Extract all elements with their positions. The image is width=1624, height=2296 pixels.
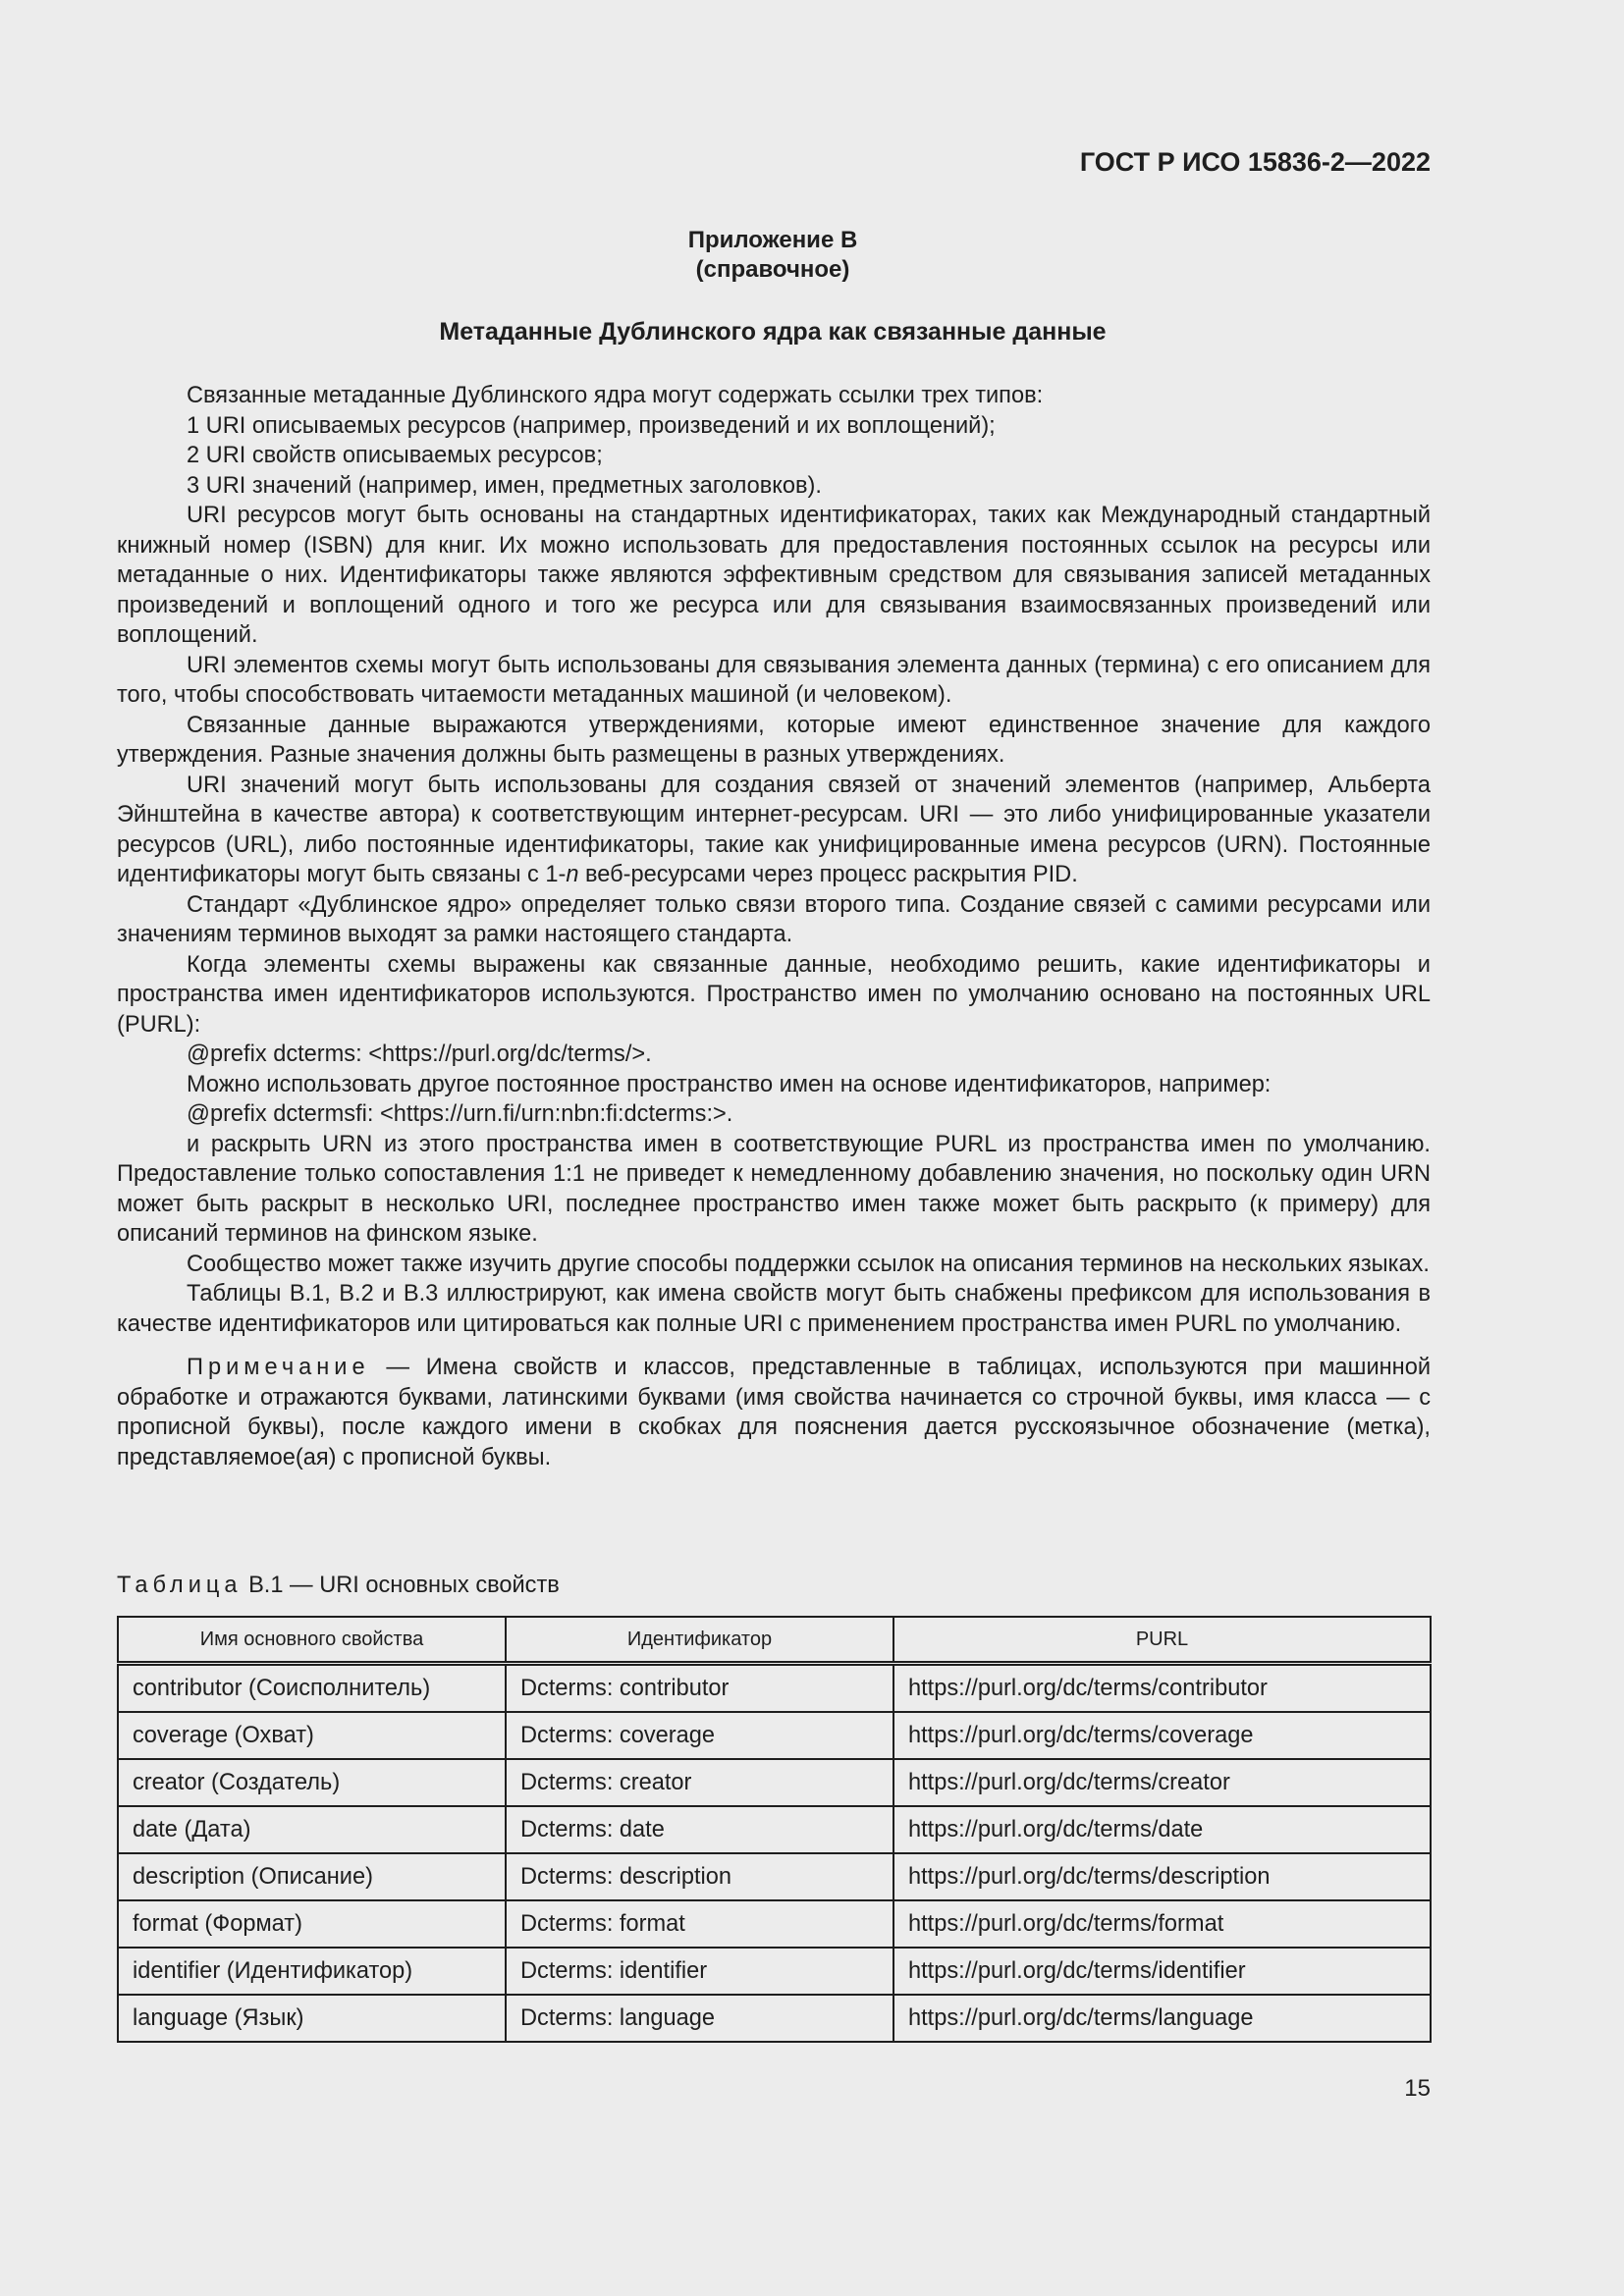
properties-table [117, 1616, 1432, 2043]
table-cell: https://purl.org/dc/terms/language [893, 1995, 1431, 2042]
annex-subtitle: (справочное) [695, 256, 850, 283]
table-header-row [118, 1617, 1431, 1664]
table-cell: description (Описание) [118, 1853, 506, 1900]
table-cell: https://purl.org/dc/terms/description [893, 1853, 1431, 1900]
paragraph: Стандарт «Дублинское ядро» определяет только связи второго типа. Создание связей с самими ресурсами или значениям терминов выходят за рамки настоящего стандарта. [117, 891, 1431, 947]
paragraph: URI элементов схемы могут быть использованы для связывания элемента данных (термина) с его описанием для того, чтобы способствовать читаемости метаданных машиной (и человеком). [117, 652, 1431, 708]
section-title: Метаданные Дублинского ядра как связанные данные [439, 318, 1107, 346]
note-label: Примечание [187, 1355, 370, 1380]
column-header: Идентификатор [506, 1617, 893, 1664]
page-number: 15 [1404, 2075, 1431, 2102]
paragraph: Можно использовать другое постоянное пространство имен на основе идентификаторов, например: [187, 1071, 1272, 1097]
table-row [118, 1712, 1431, 1759]
table-cell: creator (Создатель) [118, 1759, 506, 1806]
list-item: 1 URI описываемых ресурсов (например, произведений и их воплощений); [187, 412, 996, 439]
annex-title: Приложение В [687, 227, 858, 253]
table-cell: date (Дата) [118, 1806, 506, 1853]
table-cell: identifier (Идентификатор) [118, 1948, 506, 1995]
table-caption [117, 1573, 560, 1599]
prefix-line: @prefix dcterms: <https://purl.org/dc/terms/>. [187, 1041, 652, 1067]
table-cell: https://purl.org/dc/terms/coverage [893, 1712, 1431, 1759]
annex-heading [0, 226, 1545, 285]
column-header: Имя основного свойства [118, 1617, 506, 1664]
table-cell: Dcterms: date [506, 1806, 893, 1853]
table-row [118, 1900, 1431, 1948]
paragraph [117, 771, 1431, 890]
table-cell: Dcterms: creator [506, 1759, 893, 1806]
paragraph-text: веб-ресурсами через процесс раскрытия PID. [578, 862, 1078, 887]
table-caption-label: Таблица [117, 1573, 243, 1598]
paragraph: Когда элементы схемы выражены как связанные данные, необходимо решить, какие идентификаторы и пространства имен идентификаторов используются. Пространство имен по умолчанию основано на постоянных URL (PURL): [117, 951, 1431, 1038]
table-row [118, 1948, 1431, 1995]
table-cell: Dcterms: identifier [506, 1948, 893, 1995]
table-cell: coverage (Охват) [118, 1712, 506, 1759]
paragraph: Сообщество может также изучить другие способы поддержки ссылок на описания терминов на нескольких языках. [187, 1251, 1430, 1277]
paragraph-text: URI значений могут быть использованы для создания связей от значений элементов (например, Альберта Эйнштейна в качестве автора) к соответствующим интернет-ресурсам. URI — это либо унифицированные указатели ресурсов (URL), либо постоянные идентификаторы, такие как унифицированные имена ресурсов (URN). Постоянные идентификаторы могут быть связаны с 1- [117, 772, 1431, 887]
column-header: PURL [893, 1617, 1431, 1664]
table-cell: format (Формат) [118, 1900, 506, 1948]
table-row [118, 1853, 1431, 1900]
table-cell: Dcterms: coverage [506, 1712, 893, 1759]
paragraph: Таблицы В.1, В.2 и В.3 иллюстрируют, как имена свойств могут быть снабжены префиксом для использования в качестве идентификаторов или цитироваться как полные URI с применением пространства имен PURL по умолчанию. [117, 1281, 1431, 1337]
table-cell: https://purl.org/dc/terms/creator [893, 1759, 1431, 1806]
note [117, 1353, 1431, 1472]
table-cell: Dcterms: format [506, 1900, 893, 1948]
body-text [117, 381, 1431, 1472]
paragraph: и раскрыть URN из этого пространства имен в соответствующие PURL из пространства имен по умолчанию. Предоставление только сопоставления 1:1 не приведет к немедленному добавлению значения, но поскольку один URN может быть раскрыт в несколько URI, последнее пространство имен также может быть раскрыто (к примеру) для описаний терминов на финском языке. [117, 1131, 1431, 1247]
paragraph: URI ресурсов могут быть основаны на стандартных идентификаторах, таких как Международный стандартный книжный номер (ISBN) для книг. Их можно использовать для предоставления постоянных ссылок на ресурсы или метаданные о них. Идентификаторы также являются эффективным средством для связывания записей метаданных произведений и воплощений одного и того же ресурса или для связывания взаимосвязанных произведений или воплощений. [117, 503, 1431, 648]
table-cell: https://purl.org/dc/terms/contributor [893, 1664, 1431, 1713]
table-caption-text: В.1 — URI основных свойств [242, 1573, 560, 1598]
table-cell: https://purl.org/dc/terms/identifier [893, 1948, 1431, 1995]
note-text: — Имена свойств и классов, представленные в таблицах, используются при машинной обработке и отражаются буквами, латинскими буквами (имя свойства начинается со строчной буквы, имя класса — с прописной буквы), после каждого имени в скобках для пояснения дается русскоязычное обозначение (метка), представляемое(ая) с прописной буквы. [117, 1355, 1431, 1470]
table-cell: Dcterms: contributor [506, 1664, 893, 1713]
table-row [118, 1806, 1431, 1853]
italic-n: n [566, 862, 579, 887]
table-row [118, 1759, 1431, 1806]
prefix-line: @prefix dctermsfi: <https://urn.fi/urn:nbn:fi:dcterms:>. [187, 1101, 733, 1127]
table-row [118, 1995, 1431, 2042]
table-cell: Dcterms: description [506, 1853, 893, 1900]
table-cell: language (Язык) [118, 1995, 506, 2042]
table-cell: Dcterms: language [506, 1995, 893, 2042]
paragraph: Связанные данные выражаются утверждениями, которые имеют единственное значение для каждого утверждения. Разные значения должны быть размещены в разных утверждениях. [117, 712, 1431, 768]
document-code: ГОСТ Р ИСО 15836-2—2022 [1079, 147, 1431, 177]
paragraph: Связанные метаданные Дублинского ядра могут содержать ссылки трех типов: [187, 383, 1044, 408]
table-cell: https://purl.org/dc/terms/format [893, 1900, 1431, 1948]
table-cell: https://purl.org/dc/terms/date [893, 1806, 1431, 1853]
table-cell: contributor (Соисполнитель) [118, 1664, 506, 1713]
list-item: 3 URI значений (например, имен, предметных заголовков). [187, 472, 822, 499]
list-item: 2 URI свойств описываемых ресурсов; [187, 443, 603, 468]
table-row [118, 1664, 1431, 1713]
